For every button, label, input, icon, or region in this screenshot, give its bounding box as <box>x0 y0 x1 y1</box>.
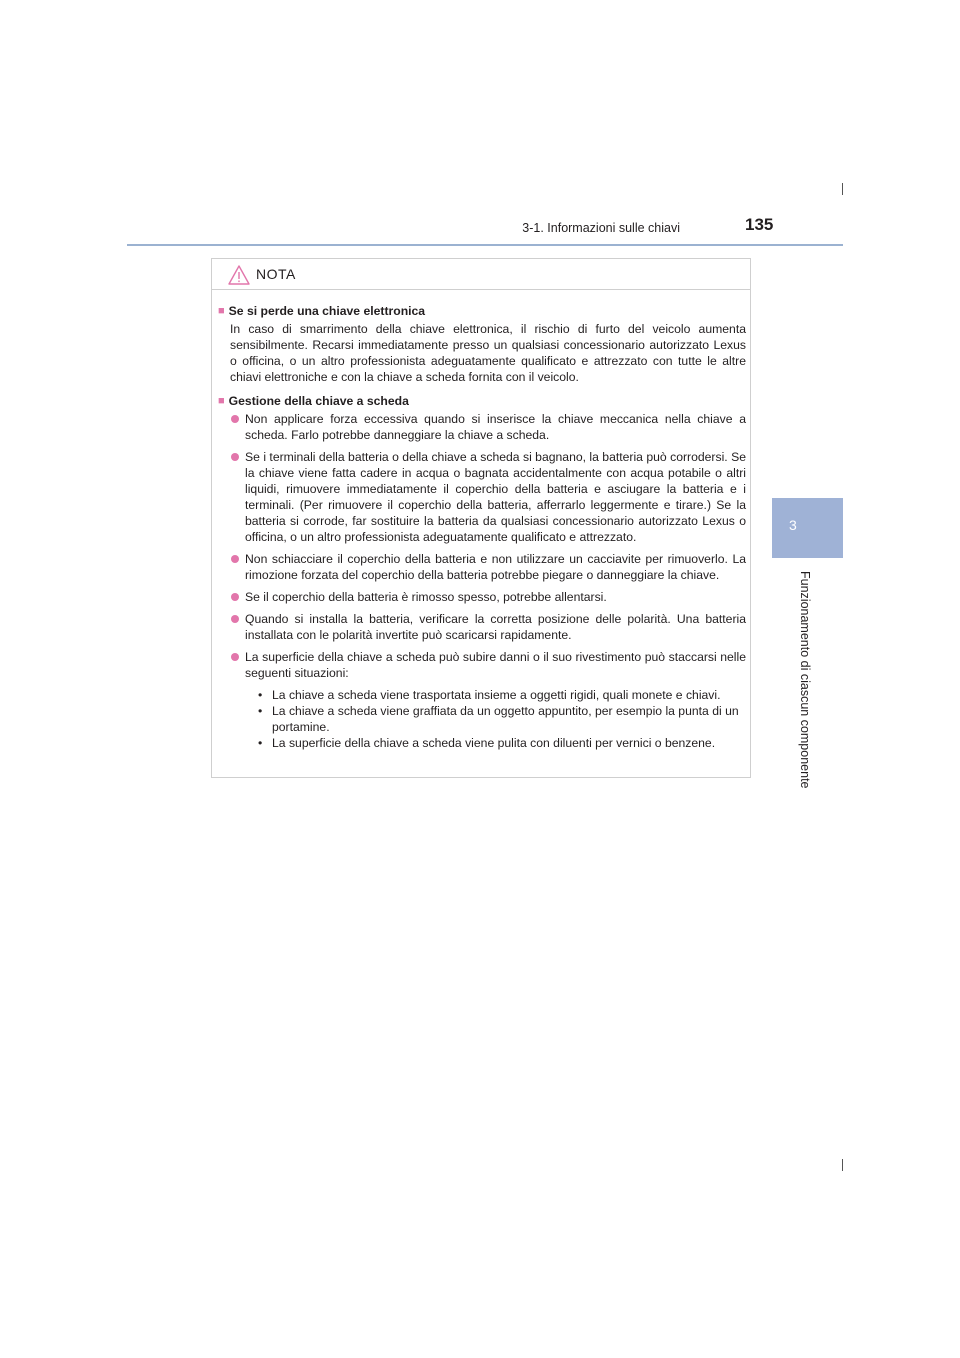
section-card-key <box>218 393 746 751</box>
section-lost-key <box>218 303 746 385</box>
bullet-dot-icon <box>231 555 239 563</box>
section-heading <box>218 303 746 319</box>
section-paragraph: In caso di smarrimento della chiave elettronica, il rischio di furto del veicolo aumenta sensibilmente. Recarsi immediatamente presso un qualsiasi concessionario autorizzato Lexus o officina, o un altro professionista adeguatamente qualificato e attrezzato con tutte le altre chiavi elettroniche e con la chiave a scheda fornita con il veicolo. <box>230 322 746 384</box>
list-item-text <box>245 649 746 681</box>
bullet-dot-icon <box>231 593 239 601</box>
bullet-dot-icon <box>231 415 239 423</box>
section-title: Gestione della chiave a scheda <box>228 394 409 408</box>
list-item <box>218 611 746 643</box>
square-bullet-icon: ■ <box>218 305 225 317</box>
bullet-dot-icon <box>231 615 239 623</box>
chapter-number: 3 <box>789 517 797 533</box>
list-item-text: Non schiacciare il coperchio della batteria e non utilizzare un cacciavite per rimuoverlo. La rimozione forzata del coperchio della batteria potrebbe piegare o danneggiare la chiave. <box>245 552 746 582</box>
sub-item-text: La chiave a scheda viene graffiata da un oggetto appuntito, per esempio la punta di un portamine. <box>272 704 739 734</box>
running-header: 3-1. Informazioni sulle chiavi <box>522 221 680 235</box>
list-item-text: Quando si installa la batteria, verificare la corretta posizione delle polarità. Una batteria installata con le polarità invertite può scaricarsi rapidamente. <box>245 612 746 642</box>
nota-content <box>218 303 746 759</box>
page-number: 135 <box>745 215 774 234</box>
chapter-title: Funzionamento di ciascun componente <box>798 571 812 789</box>
list-item <box>218 589 746 605</box>
bullet-dot-icon <box>231 453 239 461</box>
bullet-dot-icon <box>231 653 239 661</box>
list-item-text: Se il coperchio della batteria è rimosso spesso, potrebbe allentarsi. <box>245 590 607 604</box>
nota-box <box>211 258 751 778</box>
list-item-text: Non applicare forza eccessiva quando si inserisce la chiave meccanica nella chiave a scheda. Farlo potrebbe danneggiare la chiave a scheda. <box>245 412 746 442</box>
sub-list-item <box>218 687 746 703</box>
sub-bullet: • <box>258 736 263 750</box>
section-heading <box>218 393 746 409</box>
sub-item-text: La superficie della chiave a scheda viene pulita con diluenti per vernici o benzene. <box>272 736 716 750</box>
sub-list-item <box>218 703 746 735</box>
list-item <box>218 449 746 545</box>
sub-list-item <box>218 735 746 751</box>
section-title: Se si perde una chiave elettronica <box>228 304 426 318</box>
sub-bullet: • <box>258 704 263 718</box>
square-bullet-icon: ■ <box>218 395 225 407</box>
nota-title: NOTA <box>256 266 296 282</box>
warning-triangle-icon <box>228 265 250 285</box>
crop-mark-bottom <box>842 1159 843 1171</box>
sub-item-text: La chiave a scheda viene trasportata insieme a oggetti rigidi, quali monete e chiavi. <box>272 688 721 702</box>
sub-bullet: • <box>258 688 263 702</box>
nota-header <box>212 259 750 290</box>
header-rule <box>127 244 843 246</box>
chapter-tab <box>772 498 843 558</box>
list-item-intro: La superficie della chiave a scheda può subire danni o il suo rivestimento può staccarsi nelle seguenti situazioni: <box>245 650 746 680</box>
sub-list <box>218 687 746 751</box>
list-item-text: Se i terminali della batteria o della chiave a scheda si bagnano, la batteria può corrodersi. Se la chiave viene fatta cadere in acqua o bagnata accidentalmente con acqua potabile o altri liquidi, rimuovere immediatamente il coperchio della batteria e asciugare la batteria e i terminali. (Per rimuovere il coperchio della batteria, afferrarlo leggermente e tirare.) Se la batteria si corrode, far sostituire la batteria da qualsiasi concessionario autorizzato Lexus o officina, o un altro professionista adeguatamente qualificato e attrezzato. <box>245 450 746 544</box>
crop-mark-top <box>842 183 843 195</box>
list-item <box>218 411 746 443</box>
list-item <box>218 551 746 583</box>
list-item <box>218 649 746 681</box>
